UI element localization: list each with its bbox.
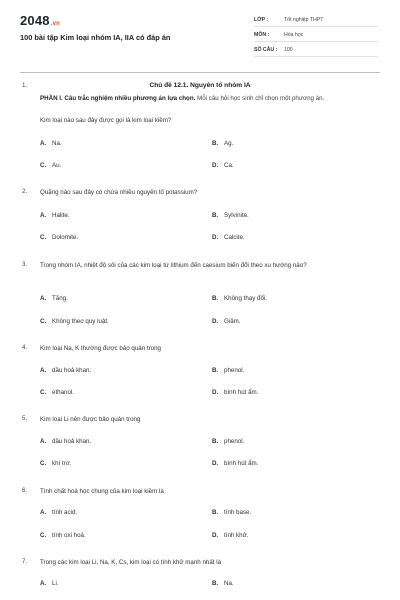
question-number: 5. [22, 415, 28, 422]
document-title: 100 bài tập Kim loại nhóm IA, IIA có đáp án [20, 33, 171, 42]
option-text: phenol. [224, 367, 245, 374]
option-text: Ag. [224, 140, 234, 147]
question-text: Kim loại Li nên được bảo quản trong [40, 416, 141, 423]
option-text: Giảm. [224, 318, 241, 325]
logo-main: 2048 [20, 13, 50, 28]
topic-heading: Chủ đề 12.1. Nguyên tố nhóm IA [149, 82, 251, 89]
option-label: A. [40, 580, 47, 587]
option-label: C. [40, 460, 47, 467]
option-label: B. [212, 438, 219, 445]
option-c[interactable] [40, 318, 109, 325]
option-text: Tăng. [52, 295, 68, 302]
option-label: C. [40, 318, 47, 325]
option-label: C. [40, 532, 47, 539]
meta-class-key: LỚP : [254, 17, 269, 23]
option-label: D. [212, 532, 219, 539]
option-c[interactable] [40, 162, 61, 169]
option-d[interactable] [212, 162, 234, 169]
option-text: Na. [52, 140, 62, 147]
question-number: 1. [22, 82, 28, 89]
option-label: C. [40, 234, 47, 241]
option-label: D. [212, 389, 219, 396]
option-c[interactable] [40, 389, 74, 396]
option-label: A. [40, 140, 47, 147]
site-logo[interactable] [20, 13, 60, 28]
option-text: Không theo quy luật. [52, 318, 109, 325]
question-text: Kim loại Na, K thường được bảo quản trong [40, 345, 161, 352]
option-label: B. [212, 140, 219, 147]
option-label: B. [212, 367, 219, 374]
question-number: 7. [22, 558, 28, 565]
option-a[interactable] [40, 438, 91, 445]
option-a[interactable] [40, 140, 62, 147]
option-label: B. [212, 509, 219, 516]
question-text: Trong các kim loại Li, Na, K, Cs, kim loại có tính khử mạnh nhất là [40, 559, 222, 566]
option-label: A. [40, 212, 47, 219]
option-d[interactable] [212, 318, 241, 325]
option-text: phenol. [224, 438, 245, 445]
option-c[interactable] [40, 234, 78, 241]
option-b[interactable] [212, 295, 267, 302]
option-b[interactable] [212, 367, 244, 374]
option-d[interactable] [212, 389, 258, 396]
option-a[interactable] [40, 367, 91, 374]
option-label: D. [212, 318, 219, 325]
option-label: A. [40, 509, 47, 516]
option-text: tính khử. [224, 532, 249, 539]
option-b[interactable] [212, 509, 251, 516]
option-a[interactable] [40, 509, 77, 516]
meta-class [254, 16, 378, 27]
option-text: Halite. [52, 212, 70, 219]
option-text: tính oxi hoá. [52, 532, 86, 539]
option-c[interactable] [40, 460, 72, 467]
option-text: tính acid. [52, 509, 78, 516]
option-d[interactable] [212, 532, 248, 539]
option-text: dầu hoả khan. [52, 438, 92, 445]
option-d[interactable] [212, 234, 245, 241]
option-label: B. [212, 212, 219, 219]
option-text: bình hút ẩm. [224, 389, 259, 396]
option-label: B. [212, 580, 219, 587]
option-text: ethanol. [52, 389, 75, 396]
meta-count-key: SỐ CÂU : [254, 47, 278, 53]
option-b[interactable] [212, 140, 233, 147]
question-number: 6. [22, 487, 28, 494]
part-label: PHẦN I. Câu trắc nghiệm nhiều phương án lựa chọn. [40, 95, 196, 102]
option-b[interactable] [212, 580, 234, 587]
option-text: bình hút ẩm. [224, 460, 259, 467]
option-text: Ca. [224, 162, 234, 169]
meta-count [254, 46, 378, 57]
option-label: B. [212, 295, 219, 302]
option-label: D. [212, 162, 219, 169]
option-a[interactable] [40, 212, 70, 219]
option-label: A. [40, 295, 47, 302]
meta-subject-value: Hóa học [284, 32, 304, 38]
question-number: 4. [22, 344, 28, 351]
option-d[interactable] [212, 460, 258, 467]
logo-suffix: .vn [50, 21, 61, 27]
option-label: C. [40, 162, 47, 169]
meta-subject [254, 31, 378, 42]
option-b[interactable] [212, 438, 244, 445]
header-divider [20, 72, 380, 73]
option-text: Li. [52, 580, 59, 587]
option-text: Sylvinite. [224, 212, 249, 219]
option-b[interactable] [212, 212, 249, 219]
option-text: dầu hoả khan. [52, 367, 92, 374]
question-text: Tính chất hoá học chung của kim loại kiềm là [40, 488, 164, 495]
option-c[interactable] [40, 532, 86, 539]
option-a[interactable] [40, 295, 68, 302]
option-text: khí trơ. [52, 460, 72, 467]
option-label: A. [40, 367, 47, 374]
meta-class-value: Tốt nghiệp THPT [284, 17, 324, 23]
question-text: Kim loại nào sau đây được gọi là kim loại kiềm? [40, 117, 172, 124]
option-label: D. [212, 460, 219, 467]
option-text: Không thay đổi. [224, 295, 268, 302]
option-text: tính base. [224, 509, 252, 516]
meta-subject-key: MÔN : [254, 32, 270, 38]
question-text: Trong nhóm IA, nhiệt độ sôi của các kim loại từ lithium đến caesium biến đổi theo xu hướng nào? [40, 262, 307, 269]
option-text: Na. [224, 580, 234, 587]
option-label: D. [212, 234, 219, 241]
option-a[interactable] [40, 580, 59, 587]
part-instruction [40, 94, 382, 103]
option-text: Dolomite. [52, 234, 79, 241]
option-text: Calcite. [224, 234, 245, 241]
option-text: Au. [52, 162, 62, 169]
option-label: C. [40, 389, 47, 396]
part-text: Mỗi câu hỏi học sinh chỉ chọn một phương án. [195, 95, 325, 102]
meta-count-value: 100 [284, 47, 293, 53]
option-label: A. [40, 438, 47, 445]
question-number: 2. [22, 188, 28, 195]
question-number: 3. [22, 261, 28, 268]
question-text: Quặng nào sau đây có chứa nhiều nguyên tố potassium? [40, 189, 198, 196]
